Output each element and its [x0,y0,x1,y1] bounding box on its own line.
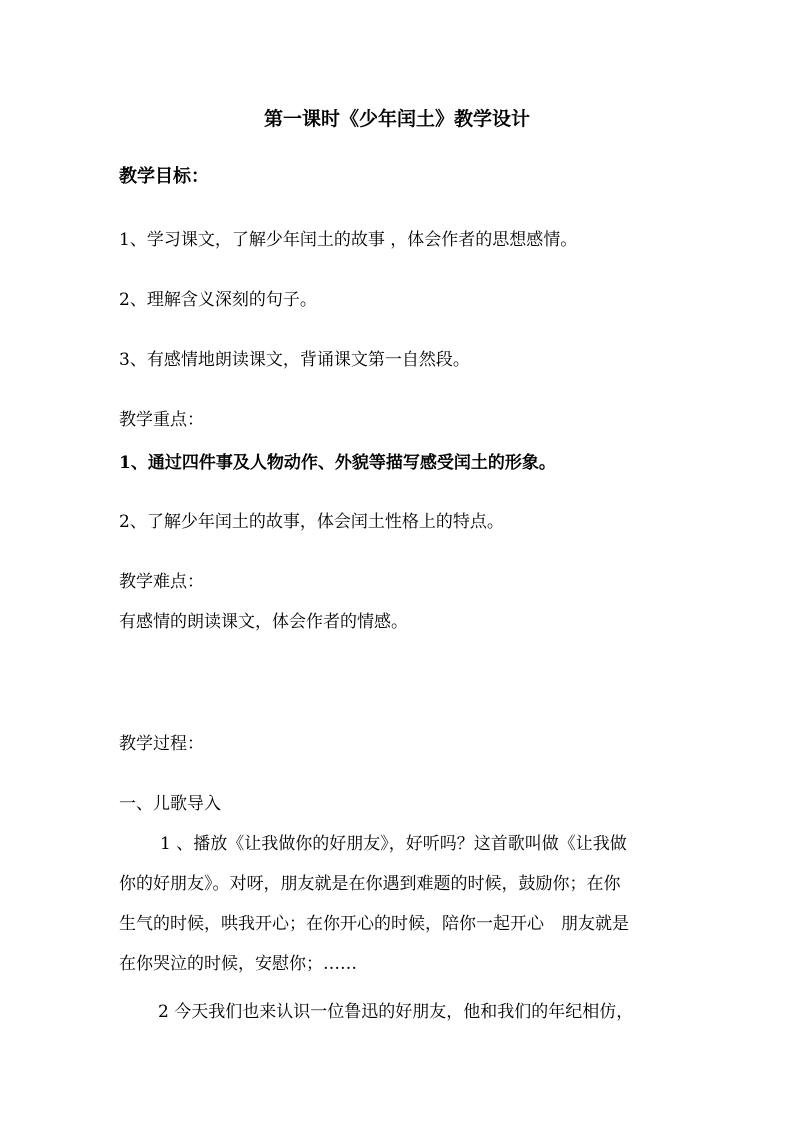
section-1-para-2-line-1: 2 今天我们也来认识一位鲁迅的好朋友，他和我们的年纪相仿， [158,1002,634,1022]
section-1-para-1-line-3: 生气的时候，哄我开心；在你开心的时候，陪你一起开心 朋友就是 [119,914,629,934]
process-heading: 教学过程： [119,734,204,754]
section-1-para-1-line-2: 你的好朋友》。对呀，朋友就是在你遇到难题的时候，鼓励你；在你 [119,874,621,894]
key-point-item-2: 2、了解少年闰土的故事，体会闰土性格上的特点。 [119,512,504,532]
objectives-heading: 教学目标： [119,166,209,187]
section-1-para-1-line-1: 1 、播放《让我做你的好朋友》，好听吗？这首歌叫做《让我做 [160,834,627,854]
difficulties-text: 有感情的朗读课文，体会作者的情感。 [119,612,408,632]
objective-item-1: 1、学习课文，了解少年闰土的故事 ，体会作者的思想感情。 [119,230,578,250]
key-point-item-1: 1、通过四件事及人物动作、外貌等描写感受闰土的形象。 [119,453,556,473]
key-points-heading: 教学重点： [119,410,204,430]
section-1-heading: 一、儿歌导入 [119,794,221,814]
difficulties-heading: 教学难点： [119,572,204,592]
objective-item-2: 2、理解含义深刻的句子。 [119,290,317,310]
document-title: 第一课时《少年闰土》教学设计 [263,108,530,130]
section-1-para-1-line-4: 在你哭泣的时候，安慰你；…… [119,954,357,974]
objective-item-3: 3、有感情地朗读课文，背诵课文第一自然段。 [119,350,470,370]
